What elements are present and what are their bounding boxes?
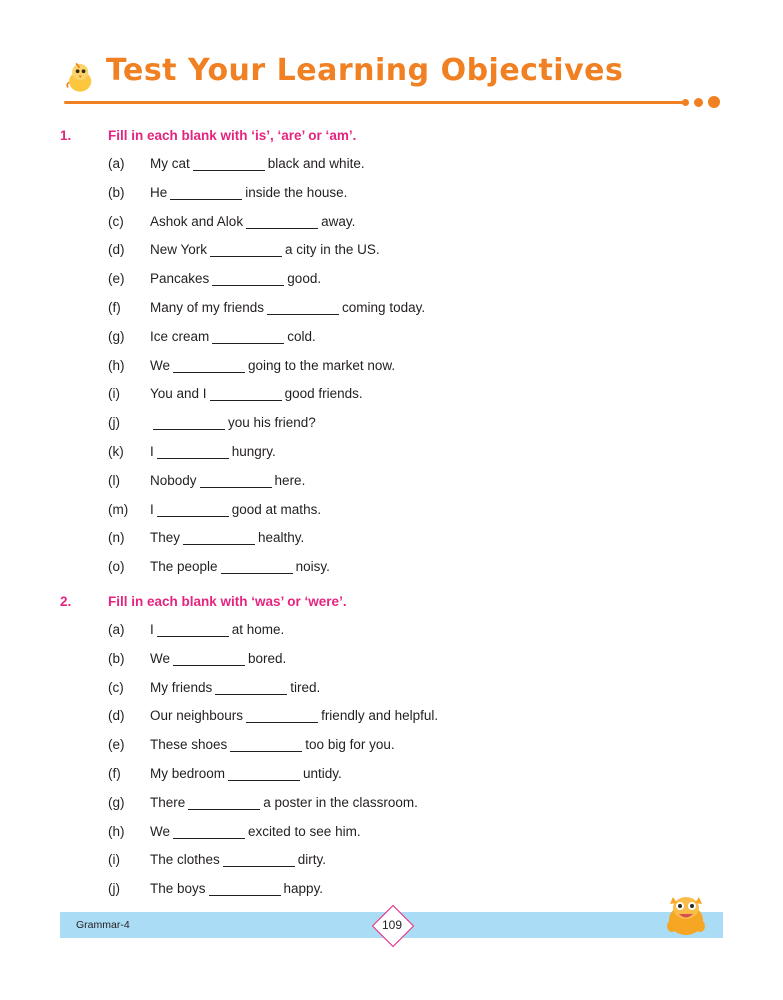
header-divider	[64, 101, 684, 104]
question-text-before: We	[150, 650, 171, 666]
question-label: (o)	[108, 559, 125, 575]
book-label: Grammar-4	[76, 919, 130, 931]
answer-blank[interactable]	[157, 503, 229, 517]
question-text-before: They	[150, 530, 181, 546]
exercise-instruction: Fill in each blank with ‘was’ or ‘were’.	[108, 593, 347, 609]
question-row	[60, 881, 730, 910]
exercise-list	[60, 128, 730, 916]
question-text-after: too big for you.	[305, 737, 395, 753]
header-dot-medium	[694, 98, 703, 107]
question-label: (h)	[108, 823, 125, 839]
question-row	[60, 386, 730, 415]
exercise-number: 1.	[60, 128, 72, 143]
question-text	[150, 271, 321, 286]
question-text-before: The boys	[150, 881, 206, 897]
question-row	[60, 473, 730, 502]
answer-blank[interactable]	[209, 882, 281, 896]
question-text	[150, 824, 361, 839]
exercise-heading	[60, 128, 730, 152]
question-text-before: The clothes	[150, 852, 220, 868]
question-text-before: I	[150, 501, 154, 517]
question-text	[150, 795, 418, 810]
question-row	[60, 300, 730, 329]
question-text-after: noisy.	[295, 559, 330, 575]
question-text	[150, 680, 320, 695]
question-text-before: We	[150, 357, 171, 373]
question-text-before: New York	[150, 242, 208, 258]
question-label: (b)	[108, 184, 125, 200]
question-text-after: inside the house.	[245, 184, 348, 200]
question-text	[150, 156, 365, 171]
question-label: (c)	[108, 679, 124, 695]
question-row	[60, 766, 730, 795]
question-text-after: bored.	[248, 650, 287, 666]
chick-mascot-icon	[64, 61, 98, 95]
question-row	[60, 185, 730, 214]
exercise-number: 2.	[60, 593, 72, 609]
question-label: (a)	[108, 621, 125, 637]
question-text-after: black and white.	[267, 156, 365, 171]
answer-blank[interactable]	[157, 623, 229, 637]
answer-blank[interactable]	[230, 738, 302, 752]
question-label: (b)	[108, 650, 125, 666]
exercise-heading	[60, 594, 730, 618]
question-row	[60, 358, 730, 387]
question-text-before: Our neighbours	[150, 708, 244, 724]
question-label: (a)	[108, 156, 125, 171]
answer-blank[interactable]	[228, 767, 300, 781]
exercise-instruction: Fill in each blank with ‘is’, ‘are’ or ‘am’.	[108, 128, 357, 143]
answer-blank[interactable]	[170, 186, 242, 200]
question-label: (k)	[108, 443, 124, 459]
question-text-after: good friends.	[284, 386, 363, 402]
question-text-before: My friends	[150, 679, 213, 695]
page-title: Test Your Learning Objectives	[106, 53, 624, 88]
question-row	[60, 824, 730, 853]
question-label: (d)	[108, 242, 125, 258]
question-text-after: good at maths.	[231, 501, 322, 517]
question-row	[60, 708, 730, 737]
question-text-after: happy.	[283, 881, 324, 897]
question-text-after: away.	[321, 213, 356, 229]
header-dot-small	[682, 99, 689, 106]
answer-blank[interactable]	[215, 681, 287, 695]
question-text-after: friendly and helpful.	[321, 708, 439, 724]
question-text-after: healthy.	[258, 530, 305, 546]
question-text-before: Many of my friends	[150, 299, 265, 315]
question-row	[60, 271, 730, 300]
question-row	[60, 242, 730, 271]
question-text-after: at home.	[231, 621, 285, 637]
question-text-before: My bedroom	[150, 765, 226, 781]
question-text-after: coming today.	[342, 299, 426, 315]
question-text-after: tired.	[290, 679, 321, 695]
answer-blank[interactable]	[223, 853, 295, 867]
question-label: (e)	[108, 271, 125, 287]
question-row	[60, 680, 730, 709]
answer-blank[interactable]	[173, 825, 245, 839]
question-text-before: These shoes	[150, 737, 228, 753]
question-text	[150, 622, 284, 637]
exercise	[60, 128, 730, 588]
question-text	[150, 881, 323, 896]
question-text	[150, 242, 380, 257]
monster-mascot-icon	[660, 890, 712, 938]
answer-blank[interactable]	[173, 359, 245, 373]
question-row	[60, 502, 730, 531]
question-row	[60, 329, 730, 358]
question-text	[150, 766, 342, 781]
question-text-before: Ice cream	[150, 328, 210, 344]
question-label: (h)	[108, 357, 125, 373]
question-text	[150, 530, 304, 545]
question-row	[60, 415, 730, 444]
question-text	[150, 185, 347, 200]
question-text-before: Nobody	[150, 472, 197, 488]
question-text	[150, 444, 276, 459]
answer-blank[interactable]	[173, 652, 245, 666]
question-text	[150, 386, 363, 401]
question-text	[150, 708, 438, 723]
question-text	[150, 415, 316, 430]
question-text	[150, 502, 321, 517]
answer-blank[interactable]	[200, 474, 272, 488]
question-row	[60, 651, 730, 680]
question-text-after: a poster in the classroom.	[263, 794, 418, 810]
question-text-before: We	[150, 823, 171, 839]
question-text-after: good.	[287, 271, 322, 287]
question-label: (m)	[108, 501, 129, 517]
question-text	[150, 358, 395, 373]
question-text-after: untidy.	[303, 765, 342, 781]
question-text-after: going to the market now.	[248, 357, 396, 373]
answer-blank[interactable]	[188, 796, 260, 810]
question-text-before: My cat	[150, 156, 190, 171]
question-label: (f)	[108, 765, 121, 781]
question-text-after: you his friend?	[228, 415, 316, 431]
question-label: (c)	[108, 213, 124, 229]
question-text	[150, 473, 305, 488]
answer-blank[interactable]	[210, 243, 282, 257]
header-dot-large	[708, 96, 720, 108]
question-row	[60, 622, 730, 651]
question-row	[60, 737, 730, 766]
question-label: (i)	[108, 852, 120, 868]
question-text	[150, 737, 395, 752]
answer-blank[interactable]	[246, 215, 318, 229]
question-label: (l)	[108, 472, 120, 488]
exercise	[60, 594, 730, 910]
question-text	[150, 329, 316, 344]
question-label: (j)	[108, 415, 120, 431]
question-row	[60, 444, 730, 473]
answer-blank[interactable]	[157, 445, 229, 459]
answer-blank[interactable]	[246, 709, 318, 723]
question-label: (g)	[108, 328, 125, 344]
question-text	[150, 651, 286, 666]
answer-blank[interactable]	[210, 387, 282, 401]
question-row	[60, 530, 730, 559]
question-text-after: dirty.	[297, 852, 327, 868]
question-label: (n)	[108, 530, 125, 546]
question-text-before: He	[150, 184, 168, 200]
question-text-before: Ashok and Alok	[150, 213, 244, 229]
question-text-after: here.	[274, 472, 306, 488]
answer-blank[interactable]	[221, 560, 293, 574]
answer-blank[interactable]	[193, 157, 265, 171]
question-row	[60, 559, 730, 588]
question-text	[150, 852, 326, 867]
page-number: 109	[381, 918, 403, 932]
answer-blank[interactable]	[183, 531, 255, 545]
question-label: (e)	[108, 737, 125, 753]
answer-blank[interactable]	[212, 272, 284, 286]
question-label: (i)	[108, 386, 120, 402]
question-text-before: I	[150, 621, 154, 637]
question-label: (d)	[108, 708, 125, 724]
answer-blank[interactable]	[153, 416, 225, 430]
question-text-before: Pancakes	[150, 271, 210, 287]
question-text-before: I	[150, 443, 154, 459]
question-text-before: There	[150, 794, 186, 810]
answer-blank[interactable]	[267, 301, 339, 315]
answer-blank[interactable]	[212, 330, 284, 344]
page-footer	[60, 912, 723, 938]
question-text	[150, 214, 355, 229]
question-text	[150, 300, 425, 315]
question-label: (f)	[108, 299, 121, 315]
question-label: (g)	[108, 794, 125, 810]
question-label: (j)	[108, 881, 120, 897]
question-text-after: excited to see him.	[248, 823, 361, 839]
question-text-before: The people	[150, 559, 218, 575]
question-text-before: You and I	[150, 386, 207, 402]
question-text-after: cold.	[287, 328, 316, 344]
page-header	[60, 55, 723, 115]
question-text-after: hungry.	[231, 443, 276, 459]
question-row	[60, 156, 730, 185]
question-text	[150, 559, 330, 574]
question-text-after: a city in the US.	[285, 242, 380, 258]
question-row	[60, 852, 730, 881]
question-row	[60, 795, 730, 824]
question-row	[60, 214, 730, 243]
